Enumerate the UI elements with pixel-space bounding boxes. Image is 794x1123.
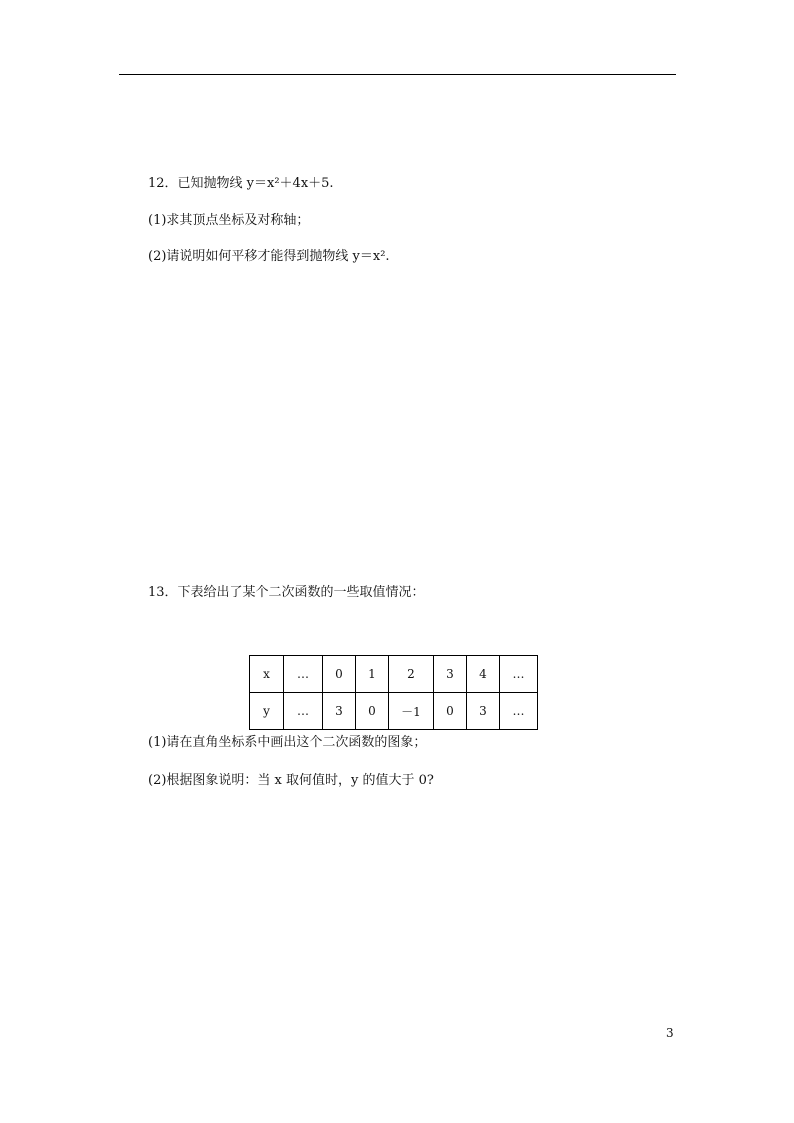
table-cell: 3	[323, 693, 356, 730]
table-cell: 4	[467, 656, 500, 693]
page-number: 3	[666, 1026, 674, 1040]
header-rule	[119, 74, 676, 75]
table-cell: 2	[389, 656, 434, 693]
question-12-part-1: (1)求其顶点坐标及对称轴；	[148, 213, 310, 228]
question-13-part-1: (1)请在直角坐标系中画出这个二次函数的图象；	[148, 735, 427, 750]
question-12-stem: 12．已知抛物线 y＝x²＋4x＋5.	[148, 176, 334, 191]
table-cell: 0	[356, 693, 389, 730]
table-cell: y	[250, 693, 284, 730]
table-row-y	[250, 693, 538, 730]
table-cell: …	[284, 693, 323, 730]
question-13-stem: 13．下表给出了某个二次函数的一些取值情况：	[148, 585, 425, 600]
table-cell: 0	[323, 656, 356, 693]
table-cell: 3	[434, 656, 467, 693]
table-cell: x	[250, 656, 284, 693]
table-cell: 1	[356, 656, 389, 693]
table-cell: …	[284, 656, 323, 693]
table-row-x	[250, 656, 538, 693]
table-cell: 0	[434, 693, 467, 730]
table-cell: －1	[389, 693, 434, 730]
question-12-part-2: (2)请说明如何平移才能得到抛物线 y＝x².	[148, 249, 390, 264]
function-values-table	[249, 655, 538, 730]
table-cell: 3	[467, 693, 500, 730]
table-cell: …	[500, 693, 538, 730]
table-cell: …	[500, 656, 538, 693]
question-13-part-2: (2)根据图象说明：当 x 取何值时，y 的值大于 0?	[148, 773, 434, 788]
